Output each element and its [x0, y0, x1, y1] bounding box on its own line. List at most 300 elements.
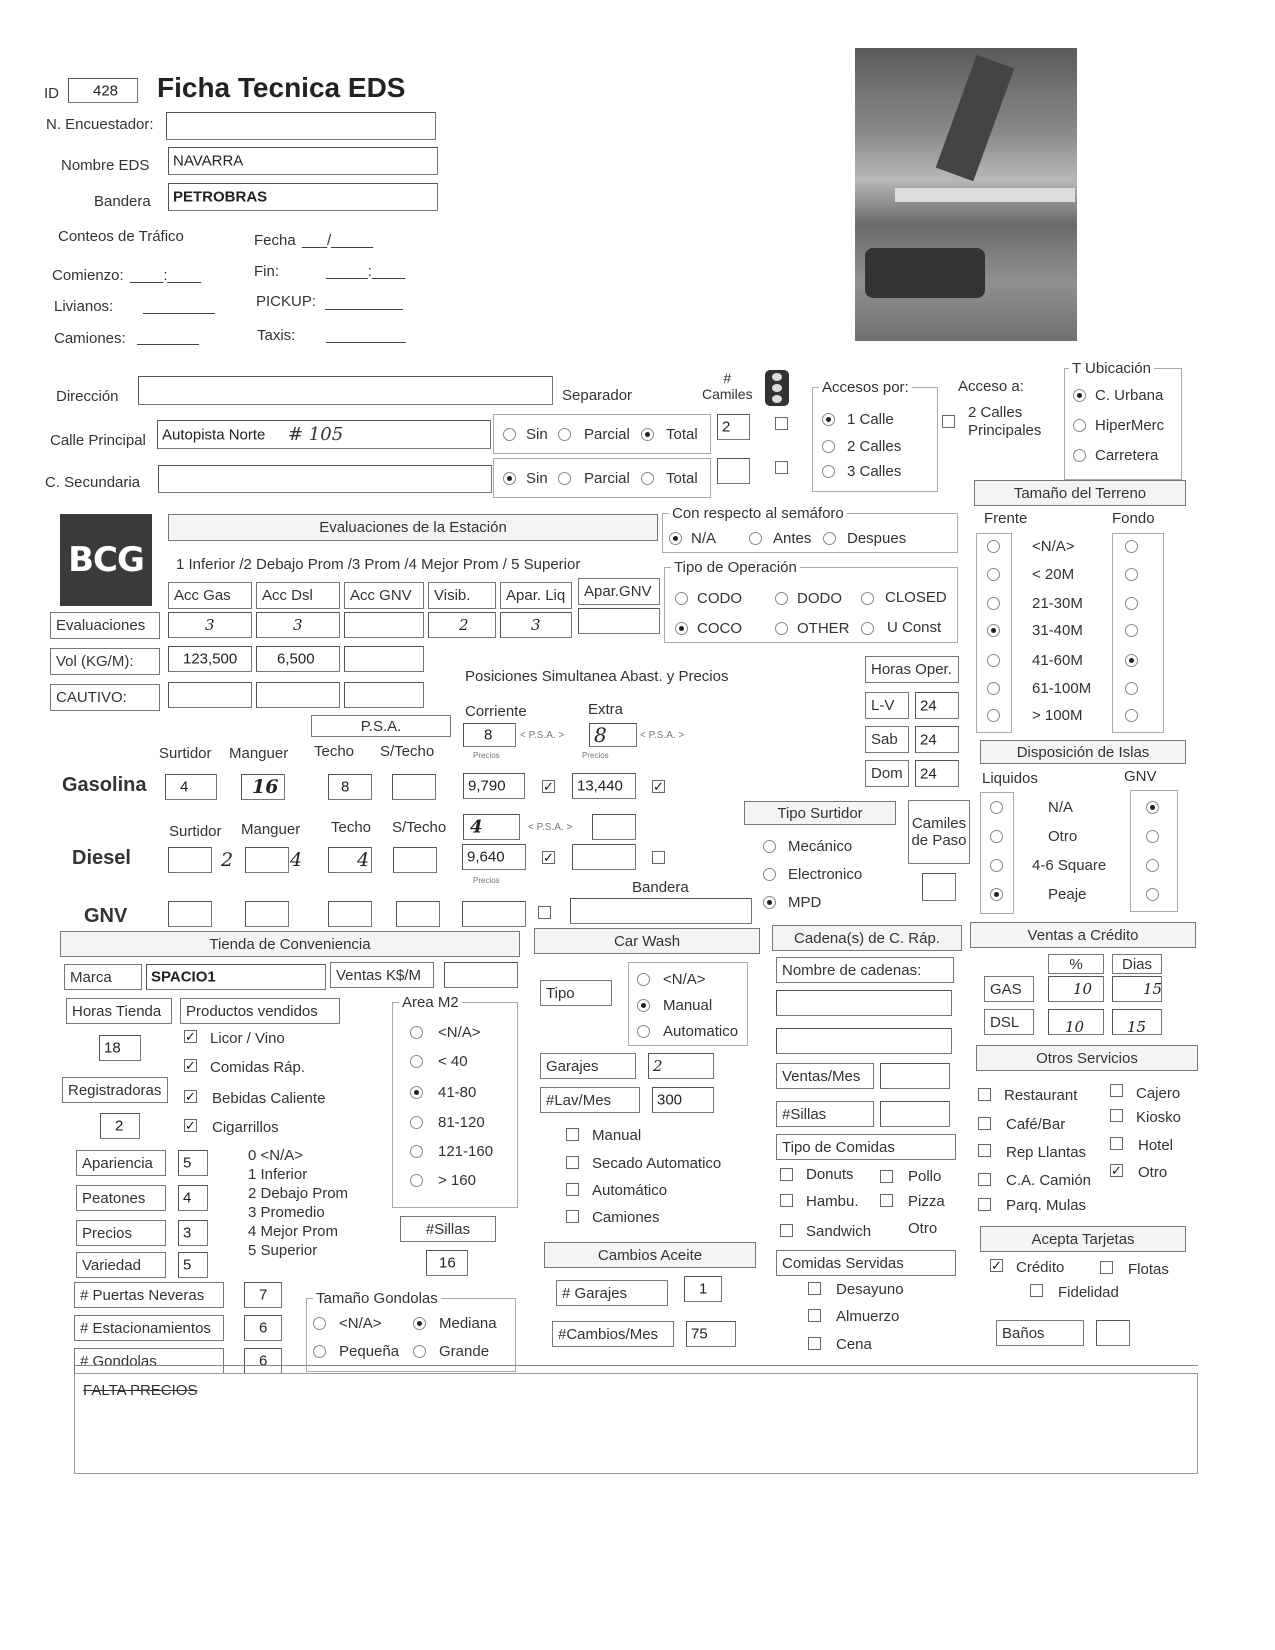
dsl-surtidor-value: 2: [221, 849, 234, 871]
cautivo-gnv-field[interactable]: [344, 682, 424, 708]
serv-otro-check[interactable]: ✓: [1111, 1163, 1122, 1178]
cadena-nombre-field-1[interactable]: [776, 990, 952, 1016]
cw-auto-radio[interactable]: [637, 1025, 650, 1038]
dos-calles-check[interactable]: [942, 415, 955, 428]
islas-gnv-radio-3[interactable]: [1146, 888, 1159, 901]
gnv-check[interactable]: [538, 906, 551, 919]
gnv-bandera-field[interactable]: [570, 898, 752, 924]
ub-hipermerc-label: HiperMerc: [1095, 417, 1165, 434]
ubicacion-title: T Ubicación: [1069, 360, 1154, 377]
station-photo: [855, 48, 1077, 341]
gas-techo-header: Techo: [314, 743, 355, 760]
terreno-fondo-radio-6[interactable]: [1125, 709, 1138, 722]
sep2-parcial-radio[interactable]: [558, 472, 571, 485]
evaluaciones-title: Evaluaciones de la Estación: [168, 514, 658, 541]
acc-1-label: 1 Calle: [847, 411, 894, 428]
eval-acc-gnv-field[interactable]: [344, 612, 424, 638]
surtidor-mpd-radio[interactable]: [763, 896, 776, 909]
gondolas-value: 6: [259, 1352, 268, 1370]
comida-donuts-check[interactable]: [780, 1168, 793, 1181]
gondolas-label: # Gondolas: [74, 1348, 224, 1374]
gond-grande-radio[interactable]: [413, 1345, 426, 1358]
servida-cena-check[interactable]: [808, 1337, 821, 1350]
tarj-flotas-check[interactable]: [1100, 1261, 1113, 1274]
serv-kiosko-label: Kiosko: [1136, 1109, 1182, 1126]
sem-despues-radio[interactable]: [823, 532, 836, 545]
terreno-frente-radio-0[interactable]: [987, 540, 1000, 553]
op-closed-radio[interactable]: [861, 592, 874, 605]
gond-na-label: <N/A>: [339, 1315, 382, 1332]
cw-secado-check[interactable]: [566, 1156, 579, 1169]
terreno-fondo-radio-5[interactable]: [1125, 682, 1138, 695]
eval-visib-value: 2: [459, 616, 469, 634]
carwash-tipo-group: [628, 962, 748, 1046]
comida-hambu-check[interactable]: [780, 1194, 793, 1207]
camiles-paso-field[interactable]: [922, 873, 956, 901]
ub-urbana-radio[interactable]: [1073, 389, 1086, 402]
dsl-check[interactable]: ✓: [543, 850, 554, 865]
sep1-parcial-label: Parcial: [584, 426, 630, 443]
comida-sandwich-check[interactable]: [780, 1224, 793, 1237]
registradoras-field[interactable]: [100, 1113, 140, 1139]
islas-liquidos-radio-0[interactable]: [990, 801, 1003, 814]
tarj-fidelidad-label: Fidelidad: [1058, 1284, 1119, 1301]
variedad-label: Variedad: [76, 1252, 166, 1278]
operacion-title: Tipo de Operación: [671, 559, 800, 576]
apariencia-label: Apariencia: [76, 1150, 166, 1176]
bandera-field[interactable]: [168, 183, 438, 211]
serv-restaurant-check[interactable]: [978, 1088, 991, 1101]
tienda-sillas-field[interactable]: [426, 1250, 468, 1276]
terreno-fondo-group: [1112, 533, 1164, 733]
nombre-eds-label: Nombre EDS: [61, 157, 150, 174]
cw-camiones-check-label: Camiones: [592, 1209, 660, 1226]
cambios-mes-field[interactable]: [686, 1321, 736, 1347]
acc-3-radio[interactable]: [822, 465, 835, 478]
op-uconst-radio[interactable]: [861, 622, 874, 635]
id-field[interactable]: [68, 78, 138, 103]
calle-secundaria-field[interactable]: [158, 465, 492, 493]
terreno-frente-radio-1[interactable]: [987, 568, 1000, 581]
traffic-light-lamp-bottom: [772, 395, 782, 403]
cw-auto-label: Automatico: [663, 1023, 739, 1040]
area-radio-0[interactable]: [410, 1026, 423, 1039]
cadena-nombre-field-2[interactable]: [776, 1028, 952, 1054]
eval-apar-liq-field[interactable]: [500, 612, 572, 638]
serv-mulas-check[interactable]: [978, 1198, 991, 1211]
gas-corr-check[interactable]: ✓: [543, 779, 554, 794]
terreno-fondo-radio-2[interactable]: [1125, 597, 1138, 610]
aceite-garajes-label: # Garajes: [556, 1280, 668, 1306]
dsl-precio-field[interactable]: [462, 844, 526, 870]
serv-cajero-label: Cajero: [1136, 1085, 1181, 1102]
dos-calles-label: 2 Calles Principales: [968, 404, 1042, 439]
page-title: Ficha Tecnica EDS: [157, 72, 406, 103]
gond-mediana-radio[interactable]: [413, 1317, 426, 1330]
gnv-manguer-field[interactable]: [245, 901, 289, 927]
sep1-total-radio[interactable]: [641, 428, 654, 441]
cautivo-dsl-field[interactable]: [256, 682, 340, 708]
area-radio-2[interactable]: [410, 1086, 423, 1099]
cadena-ventas-field[interactable]: [880, 1063, 950, 1089]
serv-cajero-check[interactable]: [1110, 1084, 1123, 1097]
marca-field[interactable]: [146, 964, 326, 990]
terreno-fondo-radio-1[interactable]: [1125, 568, 1138, 581]
ventas-ks-field[interactable]: [444, 962, 518, 988]
separador-group-2: [493, 458, 711, 498]
horas-dom-field[interactable]: [915, 760, 959, 787]
op-codo-radio[interactable]: [675, 592, 688, 605]
credito-gas-pct-field[interactable]: [1048, 976, 1104, 1002]
islas-liquidos-radio-1[interactable]: [990, 830, 1003, 843]
garajes-field[interactable]: [648, 1053, 714, 1079]
eval-visib-field[interactable]: [428, 612, 496, 638]
gnv-precio-field[interactable]: [462, 901, 526, 927]
gas-corr-precios-tag: Precios: [473, 751, 500, 760]
puertas-field[interactable]: [244, 1282, 282, 1308]
gas-corr-psa-value: 8: [484, 726, 493, 744]
credito-title: Ventas a Crédito: [970, 922, 1196, 948]
terreno-frente-label: Frente: [984, 510, 1028, 527]
terreno-fondo-radio-0[interactable]: [1125, 540, 1138, 553]
aceite-garajes-field[interactable]: [684, 1276, 722, 1302]
area-radio-5[interactable]: [410, 1174, 423, 1187]
sem-antes-label: Antes: [773, 530, 812, 547]
fecha-label: Fecha: [254, 232, 296, 249]
credito-gas-dias-value: 15: [1143, 980, 1163, 998]
serv-mulas-label: Parq. Mulas: [1006, 1197, 1087, 1214]
op-dodo-radio[interactable]: [775, 592, 788, 605]
terreno-size-label-0: <N/A>: [1032, 538, 1075, 555]
escala-3: 3 Promedio: [248, 1204, 325, 1221]
camiles-check-1[interactable]: [775, 417, 788, 430]
islas-liquidos-radio-3[interactable]: [990, 888, 1003, 901]
op-uconst-label: U Const: [887, 619, 942, 636]
horas-tienda-field[interactable]: [99, 1035, 141, 1061]
sem-despues-label: Despues: [847, 530, 907, 547]
peatones-field[interactable]: [178, 1185, 208, 1211]
fecha-value[interactable]: ___/_____: [302, 232, 373, 249]
cadena-title: Cadena(s) de C. Ráp.: [772, 925, 962, 951]
terreno-frente-radio-5[interactable]: [987, 682, 1000, 695]
dsl-psa-tag: < P.S.A. >: [528, 822, 573, 833]
gas-techo-field[interactable]: [328, 774, 372, 800]
gond-na-radio[interactable]: [313, 1317, 326, 1330]
prod-bebidas-label: Bebidas Caliente: [212, 1090, 326, 1107]
gas-corr-psa-tag: < P.S.A. >: [520, 730, 565, 741]
islas-opt-label-3: Peaje: [1048, 886, 1087, 903]
escala-1: 1 Inferior: [248, 1166, 308, 1183]
marca-value: SPACIO1: [151, 968, 216, 986]
servida-desayuno-check[interactable]: [808, 1282, 821, 1295]
area-label-0: <N/A>: [438, 1024, 481, 1041]
terreno-size-label-4: 41-60M: [1032, 652, 1083, 669]
horas-lv-label: L-V: [865, 692, 909, 719]
eval-acc-gas-value: 3: [205, 616, 215, 634]
taxis-line[interactable]: [326, 342, 406, 343]
eval-acc-dsl-field[interactable]: [256, 612, 340, 638]
gas-extra-precios-tag: Precios: [582, 751, 609, 760]
sem-antes-radio[interactable]: [749, 532, 762, 545]
gond-grande-label: Grande: [439, 1343, 490, 1360]
islas-opt-label-0: N/A: [1048, 799, 1074, 816]
cw-automatico-check[interactable]: [566, 1183, 579, 1196]
dsl-manguer-field[interactable]: [245, 847, 303, 873]
acceso-a-label: Acceso a:: [958, 378, 1024, 395]
gond-mediana-label: Mediana: [439, 1315, 497, 1332]
vol-gas-value: 123,500: [183, 650, 238, 668]
lav-mes-label: #Lav/Mes: [540, 1087, 640, 1113]
gas-extra-precio-field[interactable]: [572, 773, 636, 799]
ub-hipermerc-radio[interactable]: [1073, 419, 1086, 432]
livianos-label: Livianos:: [54, 298, 114, 315]
gnv-bandera-label: Bandera: [632, 879, 689, 896]
encuestador-label: N. Encuestador:: [46, 116, 154, 133]
escala-0: 0 <N/A>: [248, 1147, 304, 1164]
gas-stecho-field[interactable]: [392, 774, 436, 800]
camiles-field-1[interactable]: [717, 414, 750, 440]
peatones-label: Peatones: [76, 1185, 166, 1211]
credito-gas-label: GAS: [984, 976, 1034, 1002]
op-coco-label: COCO: [697, 620, 742, 637]
cadena-sillas-field[interactable]: [880, 1101, 950, 1127]
direccion-field[interactable]: [138, 376, 553, 405]
serv-llantas-check[interactable]: [978, 1144, 991, 1157]
horas-lv-field[interactable]: [915, 692, 959, 719]
comienzo-value[interactable]: ____:____: [130, 267, 201, 284]
op-coco-radio[interactable]: [675, 622, 688, 635]
eval-apar-gnv-field[interactable]: [578, 608, 660, 634]
productos-label: Productos vendidos: [180, 998, 340, 1024]
op-other-radio[interactable]: [775, 622, 788, 635]
vol-gnv-field[interactable]: [344, 646, 424, 672]
notes-field[interactable]: [74, 1373, 1198, 1474]
area-radio-4[interactable]: [410, 1145, 423, 1158]
serv-kiosko-check[interactable]: [1110, 1109, 1123, 1122]
islas-title: Disposición de Islas: [980, 740, 1186, 764]
variedad-field[interactable]: [178, 1252, 208, 1278]
serv-cafe-check[interactable]: [978, 1117, 991, 1130]
area-label-2: 41-80: [438, 1084, 477, 1101]
cw-manual-check-label: Manual: [592, 1127, 642, 1144]
cw-na-label: <N/A>: [663, 971, 706, 988]
cw-camiones-check[interactable]: [566, 1210, 579, 1223]
sep2-parcial-label: Parcial: [584, 470, 630, 487]
tienda-title: Tienda de Conveniencia: [60, 931, 520, 957]
terreno-frente-radio-2[interactable]: [987, 597, 1000, 610]
eval-acc-gas-field[interactable]: [168, 612, 252, 638]
terreno-frente-radio-3[interactable]: [987, 624, 1000, 637]
gas-extra-precio-value: 13,440: [577, 777, 623, 795]
islas-liquidos-radio-2[interactable]: [990, 859, 1003, 872]
islas-gnv-radio-1[interactable]: [1146, 830, 1159, 843]
dsl-techo-field[interactable]: [328, 847, 372, 873]
photo-car: [865, 248, 985, 298]
apariencia-field[interactable]: [178, 1150, 208, 1176]
tarj-credito-label: Crédito: [1016, 1259, 1065, 1276]
tarj-credito-check[interactable]: ✓: [991, 1258, 1002, 1273]
dsl-psa-field[interactable]: [463, 814, 520, 840]
horas-sab-label: Sab: [865, 726, 909, 753]
garajes-label: Garajes: [540, 1053, 636, 1079]
camiles-check-2[interactable]: [775, 461, 788, 474]
terreno-frente-radio-4[interactable]: [987, 654, 1000, 667]
islas-gnv-radio-0[interactable]: [1146, 801, 1159, 814]
sep2-sin-radio[interactable]: [503, 472, 516, 485]
dsl-surtidor-field[interactable]: [168, 847, 234, 873]
tarj-flotas-label: Flotas: [1128, 1261, 1169, 1278]
notes-text: FALTA PRECIOS: [83, 1382, 198, 1399]
banos-field[interactable]: [1096, 1320, 1130, 1346]
id-label: ID: [44, 85, 59, 102]
traffic-light-lamp-middle: [772, 384, 782, 392]
credito-dsl-pct-field[interactable]: [1048, 1009, 1104, 1035]
sep2-total-label: Total: [666, 470, 698, 487]
servida-almuerzo-check[interactable]: [808, 1309, 821, 1322]
acc-2-radio[interactable]: [822, 440, 835, 453]
operacion-group: [664, 559, 958, 643]
sep2-sin-label: Sin: [526, 470, 548, 487]
fin-label: Fin:: [254, 263, 280, 280]
gas-extra-check[interactable]: ✓: [653, 779, 664, 794]
pickup-line[interactable]: [325, 309, 403, 310]
dsl-stecho-field[interactable]: [393, 847, 437, 873]
nombre-eds-field[interactable]: [168, 147, 438, 175]
camiones-line[interactable]: [137, 344, 199, 345]
surtidor-mpd-label: MPD: [788, 894, 822, 911]
cw-manual-radio[interactable]: [637, 999, 650, 1012]
surtidor-electronico-radio[interactable]: [763, 868, 776, 881]
traffic-light-icon: [765, 370, 789, 406]
terreno-fondo-label: Fondo: [1112, 510, 1155, 527]
vol-dsl-value: 6,500: [277, 650, 315, 668]
estac-field[interactable]: [244, 1315, 282, 1341]
calle-principal-field[interactable]: [157, 420, 491, 449]
serv-hotel-check[interactable]: [1110, 1137, 1123, 1150]
sep2-total-radio[interactable]: [641, 472, 654, 485]
lav-mes-field[interactable]: [652, 1087, 714, 1113]
prod-licor-check[interactable]: ✓: [185, 1029, 196, 1044]
ub-carretera-label: Carretera: [1095, 447, 1159, 464]
cw-na-radio[interactable]: [637, 973, 650, 986]
posiciones-title: Posiciones Simultanea Abast. y Precios: [465, 668, 729, 685]
comida-pollo-check[interactable]: [880, 1170, 893, 1183]
row-evaluaciones-label: Evaluaciones: [50, 612, 160, 639]
gond-pequena-radio[interactable]: [313, 1345, 326, 1358]
islas-gnv-radio-2[interactable]: [1146, 859, 1159, 872]
fin-value[interactable]: _____:____: [326, 263, 406, 280]
prod-comidas-check[interactable]: ✓: [185, 1058, 196, 1073]
id-value: 428: [93, 82, 119, 99]
credito-dsl-label: DSL: [984, 1009, 1034, 1035]
credito-dsl-pct-value: 10: [1065, 1017, 1085, 1036]
dsl-psa2-field[interactable]: [592, 814, 636, 840]
livianos-line[interactable]: [143, 313, 215, 314]
comida-pizza-check[interactable]: [880, 1194, 893, 1207]
terreno-size-label-3: 31-40M: [1032, 622, 1083, 639]
vol-dsl-field[interactable]: [256, 646, 340, 672]
bandera-value: PETROBRAS: [173, 188, 268, 206]
prod-cigarrillos-check[interactable]: ✓: [185, 1118, 196, 1133]
cw-manual-check[interactable]: [566, 1128, 579, 1141]
dsl-precio-value: 9,640: [467, 848, 505, 866]
gas-surtidor-field[interactable]: [165, 774, 217, 800]
surtidor-mecanico-radio[interactable]: [763, 840, 776, 853]
islas-opt-label-2: 4-6 Square: [1032, 857, 1107, 874]
horas-dom-value: 24: [920, 765, 937, 782]
carwash-title: Car Wash: [534, 928, 760, 954]
prod-comidas-label: Comidas Ráp.: [210, 1059, 306, 1076]
terreno-size-label-5: 61-100M: [1032, 680, 1092, 697]
camiles-field-2[interactable]: [717, 458, 750, 484]
sem-na-radio[interactable]: [669, 532, 682, 545]
terreno-fondo-radio-3[interactable]: [1125, 624, 1138, 637]
dsl-surtidor-header: Surtidor: [169, 823, 222, 840]
ub-carretera-radio[interactable]: [1073, 449, 1086, 462]
tarjetas-title: Acepta Tarjetas: [980, 1226, 1186, 1252]
cautivo-gas-field[interactable]: [168, 682, 252, 708]
area-radio-3[interactable]: [410, 1116, 423, 1129]
encuestador-field[interactable]: [166, 112, 436, 140]
gnv-techo-field[interactable]: [328, 901, 372, 927]
tipo-comidas-label: Tipo de Comidas: [776, 1134, 956, 1160]
tienda-sillas-value: 16: [439, 1254, 456, 1272]
credito-dsl-dias-field[interactable]: [1112, 1009, 1162, 1035]
gondolas-field[interactable]: [244, 1348, 282, 1374]
horas-sab-value: 24: [920, 731, 937, 748]
terreno-size-label-6: > 100M: [1032, 707, 1083, 724]
gas-extra-psa-field[interactable]: [589, 723, 637, 747]
gas-manguer-field[interactable]: [241, 774, 285, 800]
cambios-mes-label: #Cambios/Mes: [552, 1321, 674, 1347]
surtidor-electronico-label: Electronico: [788, 866, 863, 883]
escala-4: 4 Mejor Prom: [248, 1223, 339, 1240]
comida-hambu-label: Hambu.: [806, 1193, 859, 1210]
prod-bebidas-check[interactable]: ✓: [185, 1089, 196, 1104]
dsl-extra-check[interactable]: [652, 851, 665, 864]
tarj-fidelidad-check[interactable]: [1030, 1284, 1043, 1297]
vol-gas-field[interactable]: [168, 646, 252, 672]
area-radio-1[interactable]: [410, 1055, 423, 1068]
cadena-sillas-label: #Sillas: [776, 1101, 874, 1127]
gas-corr-psa-field[interactable]: [463, 723, 516, 747]
terreno-fondo-radio-4[interactable]: [1125, 654, 1138, 667]
gas-extra-psa-tag: < P.S.A. >: [640, 730, 685, 741]
credito-gas-dias-field[interactable]: [1112, 976, 1162, 1002]
sep1-parcial-radio[interactable]: [558, 428, 571, 441]
credito-gas-pct-value: 10: [1073, 980, 1093, 998]
extra-header: Extra: [588, 701, 624, 718]
calle-principal-handwriting: # 105: [288, 424, 344, 445]
gas-techo-value: 8: [341, 778, 350, 796]
terreno-frente-radio-6[interactable]: [987, 709, 1000, 722]
serv-camion-check[interactable]: [978, 1173, 991, 1186]
acc-1-radio[interactable]: [822, 413, 835, 426]
gas-corr-precio-field[interactable]: [463, 773, 525, 799]
precios-field[interactable]: [178, 1220, 208, 1246]
gondolas-tamano-group: [306, 1290, 516, 1372]
sep1-sin-radio[interactable]: [503, 428, 516, 441]
horas-sab-field[interactable]: [915, 726, 959, 753]
registradoras-value: 2: [115, 1117, 124, 1135]
prod-licor-label: Licor / Vino: [210, 1030, 285, 1047]
nombre-eds-value: NAVARRA: [173, 152, 244, 170]
dsl-extra-field[interactable]: [572, 844, 636, 870]
gnv-stecho-field[interactable]: [396, 901, 440, 927]
gnv-surtidor-field[interactable]: [168, 901, 212, 927]
eval-apar-liq-value: 3: [531, 616, 541, 634]
horas-tienda-label: Horas Tienda: [66, 998, 172, 1024]
